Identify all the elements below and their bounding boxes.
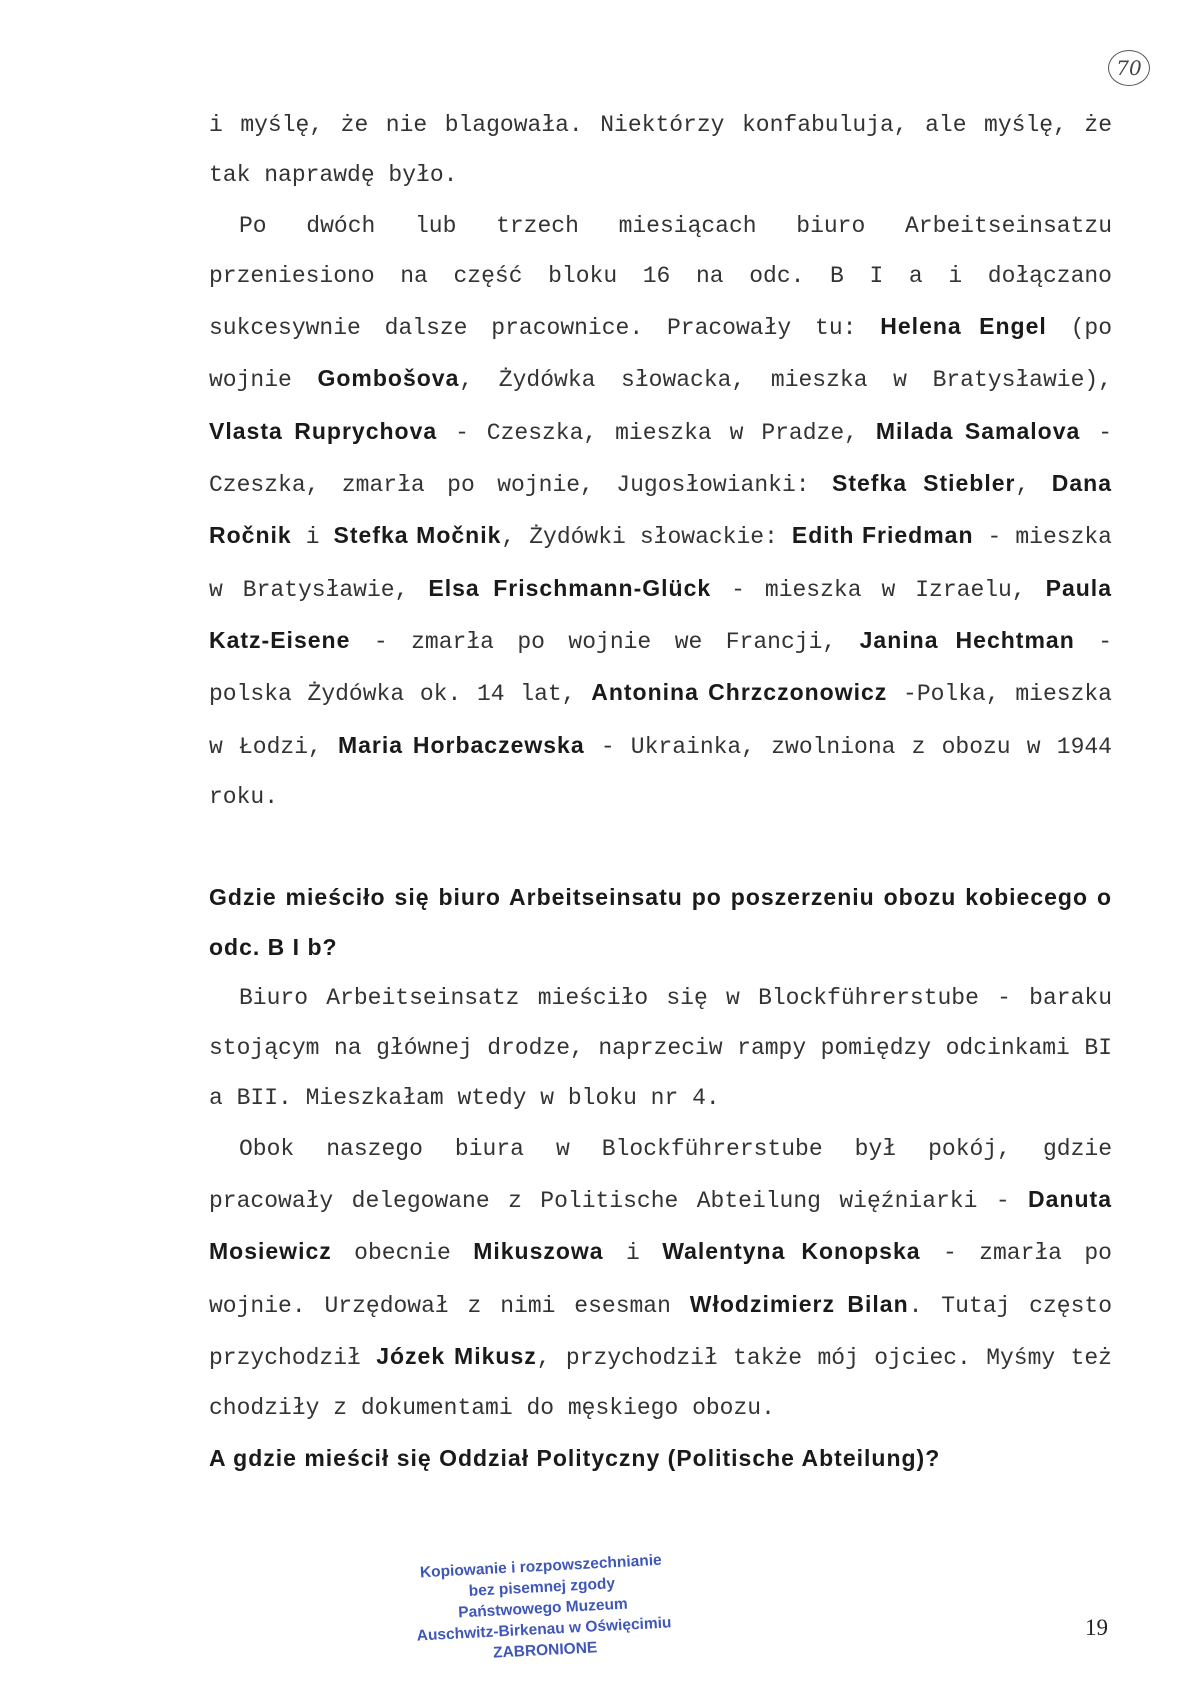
text-segment: , przychodził także mój ojciec. Myśmy też chodziły z dokumentami do męskiego obozu. — [209, 1344, 1112, 1422]
text-segment: Biuro Arbeitseinsatz mieściło się w Blockführerstube - baraku stojącym na głównej drodze, naprzeciw rampy pomiędzy odcinkami BI a BII. Mieszkałam wtedy w bloku nr 4. — [209, 984, 1112, 1112]
person-name: Antonina Chrzczonowicz — [591, 679, 888, 706]
stamp-line: bez pisemnej zgody — [468, 1575, 616, 1600]
paragraph — [209, 201, 1112, 823]
person-name: Maria Horbaczewska — [337, 731, 585, 758]
archive-page-mark: 70 — [1108, 50, 1150, 86]
person-name: Danuta Mosiewicz — [209, 1185, 1112, 1265]
paragraph — [209, 973, 1112, 1124]
text-segment: , — [1015, 472, 1052, 499]
text-segment: -Polka, mieszka w Łodzi, — [209, 681, 1112, 760]
person-name: Paula Katz-Eisene — [209, 574, 1112, 653]
person-name: Elsa Frischmann-Glück — [428, 574, 712, 601]
text-segment: obecnie — [331, 1240, 474, 1267]
person-name: Józek Mikusz — [376, 1342, 537, 1369]
text-segment: Gdzie mieściło się biuro Arbeitseinsatu po poszerzeniu obozu kobiecego o odc. B I b? — [209, 884, 1112, 961]
text-segment: - zmarła po wojnie we Francji, — [350, 628, 860, 655]
interview-question — [209, 872, 1112, 973]
text-segment: , Żydówki słowackie: — [501, 524, 792, 551]
text-segment: - Czeszka, zmarła po wojnie, Jugosłowianki: — [209, 419, 1112, 499]
stamp-line: Kopiowanie i rozpowszechnianie — [419, 1551, 663, 1582]
text-segment: . Tutaj często przychodził — [209, 1292, 1112, 1371]
text-segment: i — [291, 524, 334, 551]
person-name: Janina Hechtman — [859, 626, 1075, 653]
interview-question — [209, 1433, 1112, 1483]
person-name: Włodzimierz Bilan — [689, 1290, 909, 1317]
text-segment: - polska Żydówka ok. 14 lat, — [209, 628, 1113, 708]
text-segment: (po wojnie — [209, 315, 1112, 394]
person-name: Gombošova — [317, 365, 460, 392]
text-segment: , Żydówka słowacka, mieszka w Bratysławie), — [459, 367, 1112, 394]
text-segment: Obok naszego biura w Blockführerstube był pokój, gdzie pracowały delegowane z Politische Abteilung więźniarki - — [209, 1135, 1112, 1214]
person-name: Stefka Močnik — [333, 522, 502, 549]
person-name: Walentyna Konopska — [662, 1238, 921, 1265]
text-segment: A gdzie mieścił się Oddział Polityczny (Politische Abteilung)? — [209, 1445, 941, 1472]
stamp-line: Auschwitz-Birkenau w Oświęcimiu — [416, 1614, 672, 1645]
person-name: Mikuszowa — [473, 1238, 604, 1265]
paragraph — [209, 100, 1112, 201]
person-name: Edith Friedman — [791, 522, 974, 549]
person-name: Helena Engel — [880, 313, 1047, 340]
text-segment: i — [603, 1240, 663, 1267]
copyright-stamp — [395, 1548, 690, 1668]
stamp-line: ZABRONIONE — [492, 1639, 598, 1662]
text-segment: Po dwóch lub trzech miesiącach biuro Arbeitseinsatzu przeniesiono na część bloku 16 na odc. B I a i dołączano sukcesywnie dalsze pracownice. Pracowały tu: — [209, 212, 1112, 342]
text-segment: - zmarła po wojnie. Urzędował z nimi esesman — [209, 1240, 1112, 1319]
text-segment: - mieszka w Bratysławie, — [209, 524, 1112, 603]
person-name: Stefka Stiebler — [832, 470, 1016, 497]
text-segment: - mieszka w Izraelu, — [711, 576, 1046, 603]
person-name: Vlasta Ruprychova — [209, 417, 438, 444]
person-name: Milada Samalova — [875, 417, 1081, 444]
text-segment: - Czeszka, mieszka w Pradze, — [437, 419, 876, 446]
page-number: 19 — [1085, 1615, 1108, 1640]
person-name: Dana Ročnik — [209, 470, 1112, 549]
stamp-line: Państwowego Muzeum — [457, 1595, 629, 1622]
document-body — [209, 100, 1112, 1484]
text-segment: - Ukrainka, zwolniona z obozu w 1944 roku. — [209, 733, 1112, 810]
paragraph — [209, 1124, 1112, 1434]
text-segment: i myślę, że nie blagowała. Niektórzy konfabuluja, ale myślę, że tak naprawdę było. — [209, 112, 1112, 189]
